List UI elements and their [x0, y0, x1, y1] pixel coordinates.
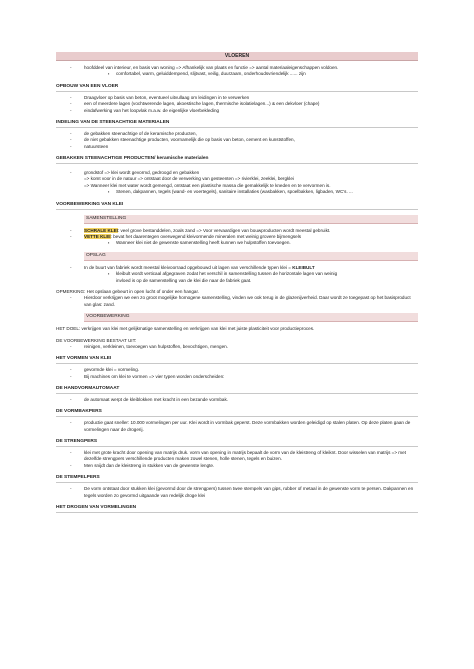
intro-bullet: ▪ comfortabel, warm, geluiddempend, slijtvast, veilig, duurzaam, onderhoudsvriendelijk ...... zijn [56, 71, 418, 77]
list-item: - de automaat werpt de kleiblokken met kracht in een bezande vormbak. [56, 397, 418, 403]
subheading-voorbewerking: VOORBEWERKING [84, 313, 418, 322]
text: : bevat het daarentegen overwegend kleivormende mineralen met weinig grovere bijmengsels [110, 233, 302, 239]
list-item: - De vorm ontstaat door stukken klei (gevormd door de strengpers) tussen twee stempels van gips, rubber of metaal in de gewenste vorm te persen. Dakpannen en tegels worden zo gevormd uitgaande van redelijk droge klei [56, 486, 418, 499]
term-schrale-klei: SCHRALE KLEI [84, 227, 118, 233]
list-item-continuation: => komt voor in de natuur => ontstaat door de verwerking van gesteenten => rivierklei, zeeklei, bergklei [84, 176, 294, 182]
term-vette-klei: VETTE KLEI [84, 233, 111, 239]
section-heading-opbouw: OPBOUW VAN EEN VLOER [56, 84, 418, 92]
list-item: - Bij machines om klei te vormen => vier typen worden onderscheiden: [56, 374, 418, 380]
section-heading-drogen: HET DROGEN VAN VORMELINGEN [56, 505, 418, 513]
term-kleibult: KLEIBULT [292, 264, 315, 270]
list-item: - productie gaat sneller: 10.000 vormelingen per uur. Klei wordt in vormbak geperst. Deze vormbakken worden geleidigd op stalen platen. Op deze platen gaan de vormelingen naar de drogerij. [56, 420, 418, 433]
list-bullet: ▪ Wanneer klei niet de gewenste samenstelling heeft kunnen we hulpstoffen toevoegen. [56, 240, 418, 246]
section-heading-vormbakpers: DE VORMBAKPERS [56, 409, 418, 417]
intro-item: - hoofddeel van interieur, en basis van woning => Afhankelijk van plaats en functie => aantal materiaaleigenschappen voldoen. [56, 65, 418, 71]
section-heading-vormen: HET VORMEN VAN KLEI [56, 356, 418, 364]
doel-text: HET DOEL: verkrijgen van klei met gelijkmatige samenstelling en verkrijgen van klei met juiste plasticiteit voor productieproces. [56, 326, 315, 332]
document-page [56, 52, 418, 516]
list-item: - de niet gebakken steenachtige producten, voornamelijk die op basis van beton, cement en kunststoffen, [56, 137, 418, 143]
subheading-samenstelling: SAMENSTELLING [84, 215, 418, 224]
list-item: - eindafwerking van het loopvlak m.a.w. de eigenlijke vloerbekleding [56, 108, 418, 114]
list-item: - een of meerdere lagen (vochtwerende lagen, akoestische lagen, thermische isolatielagen...) & een dekvloer (chape) [56, 101, 418, 107]
opmerking: OPMERKING: Het opslaan gebeurt in open lucht of onder een hangar. [56, 288, 200, 294]
list-bullet: ▪ Stenen, dakpannen, tegels (wand- en voertegels), sanitaire installaties (wasbakken, spoelbakken, ligbaden, WC's. ... [56, 189, 418, 195]
text: : veel grove bestanddelen, zoals zand => Voor vervaardigen van bouwproducten wordt meestal gebruikt. [117, 227, 331, 233]
section-heading-strengpers: DE STRENGPERS [56, 439, 418, 447]
list-item: - Draagvloer op basis van beton, eventueel uitvullaag om leidingen in te verwerken [56, 95, 418, 101]
list-item: - klei met grote kracht door opening van matrijs druk. vorm van opening in matrijs bepaalt de vorm van de kleistreng of kleiknt. Door wisselen van matrijs => met dezelfde strengpers verschillende producten maken zowel stenen, holle stenen, tegels en buizen. [56, 450, 418, 463]
list-bullet-continuation: invloed is op de samenstelling van de klei die naar de fabriek gaat. [116, 277, 252, 283]
list-item: - reinigen, verkleinen, toevoegen van hulpstoffen, bevochtigen, mengen. [56, 344, 418, 350]
section-heading-handvormautomaat: DE HANDVORMAUTOMAAT [56, 386, 418, 394]
subheading-opslag: OPSLAG [84, 252, 418, 261]
list-item: - gevormde klei = vormeling. [56, 367, 418, 373]
section-heading-gebakken: GEBAKKEN STEENACHTIGE PRODUCTEN/ keramische materialen [56, 156, 418, 164]
section-heading-voorbewerking-klei: VOORBEWERKING VAN KLEI [56, 202, 418, 210]
bestaat-text: DE VOORBEWERKING BESTAAT UIT: [56, 337, 137, 343]
list-item: - de gebakken steenachtige of de keramische producten, [56, 131, 418, 137]
list-item: - grondstof => klei wordt gevormd, gedroogd en gebakken [56, 170, 418, 176]
list-item: - natuursteen [56, 144, 418, 150]
list-item: - Hierdoor verkrijgen we een zo groot mogelijke homogene samenstelling, vinden we ook terug in de glazenijverheid. Daar wordt ze toegepast op het basisproduct van glas: zand. [56, 295, 418, 308]
section-heading-stempelpers: DE STEMPELPERS [56, 475, 418, 483]
list-item-continuation: => Wanneer klei met water wordt gemengd, ontstaat een plastische massa die gemakkelijk te kneden en te vervormen is. [84, 182, 331, 188]
text: In de buurt van fabriek wordt meestal kleivoorraad opgebouwd uit lagen van verschillende typen klei = [84, 264, 293, 270]
section-heading-indeling: INDELING VAN DE STEENACHTIGE MATERIALEN [56, 120, 418, 128]
list-bullet: ▪ kleibult wordt verticaal afgegraven zodat het verschil in samenstelling tussen de horizontale lagen van weinig [56, 271, 418, 277]
list-item: - Men snijdt dan de kleistreng in stukken van de gewenste lengte. [56, 463, 418, 469]
page-title: VLOEREN [56, 52, 418, 61]
